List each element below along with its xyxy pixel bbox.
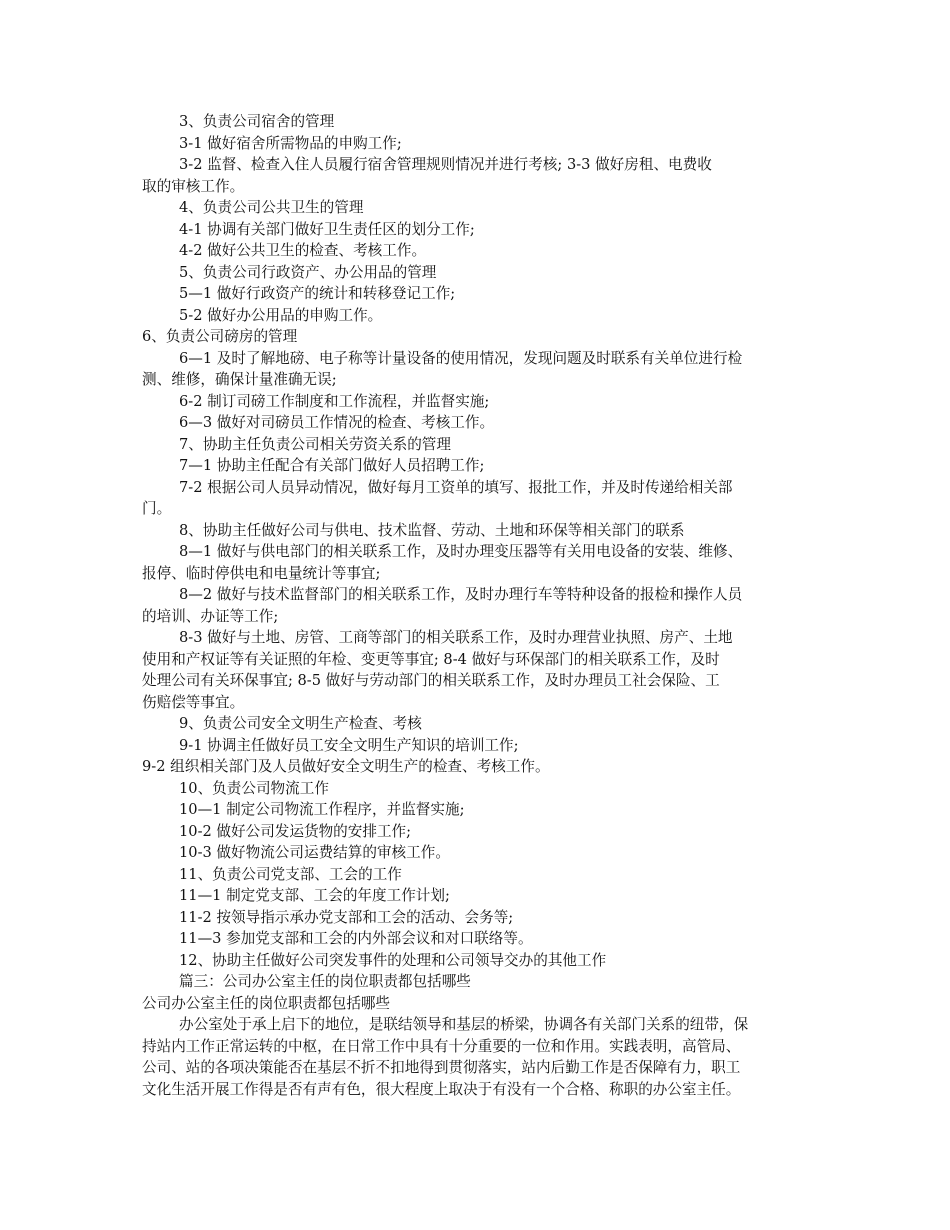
- text-line: 7-2 根据公司人员异动情况，做好每月工资单的填写、报批工作，并及时传递给相关部: [179, 478, 733, 496]
- text-line: 办公室处于承上启下的地位，是联结领导和基层的桥梁，协调各有关部门关系的纽带，保: [179, 1016, 749, 1033]
- text-line: 6-2 制订司磅工作制度和工作流程，并监督实施;: [179, 392, 490, 410]
- text-line: 公司办公室主任的岗位职责都包括哪些: [142, 994, 391, 1012]
- text-line: 4-1 协调有关部门做好卫生责任区的划分工作;: [179, 220, 475, 238]
- text-line: 6、负责公司磅房的管理: [142, 328, 298, 345]
- text-line: 伤赔偿等事宜。: [142, 693, 245, 711]
- text-line: 9-2 组织相关部门及人员做好安全文明生产的检查、考核工作。: [142, 758, 550, 775]
- text-line: 9-1 协调主任做好员工安全文明生产知识的培训工作;: [179, 736, 519, 754]
- text-line: 10-3 做好物流公司运费结算的审核工作。: [179, 844, 450, 861]
- text-line: 4-2 做好公共卫生的检查、考核工作。: [179, 242, 427, 259]
- text-line: 8、协助主任做好公司与供电、技术监督、劳动、土地和环保等相关部门的联系: [179, 521, 685, 539]
- text-line: 7—1 协助主任配合有关部门做好人员招聘工作;: [179, 457, 485, 474]
- text-line: 报停、临时停供电和电量统计等事宜;: [142, 564, 381, 582]
- text-line: 篇三：公司办公室主任的岗位职责都包括哪些: [179, 973, 471, 990]
- text-line: 门。: [142, 500, 172, 517]
- text-line: 10—1 制定公司物流工作程序，并监督实施;: [179, 801, 465, 818]
- text-line: 公司、站的各项决策能否在基层不折不扣地得到贯彻落实，站内后勤工作是否保障有力，职工: [142, 1059, 741, 1076]
- text-line: 11、负责公司党支部、工会的工作: [179, 865, 402, 883]
- document-page: [142, 111, 808, 1100]
- text-line: 6—3 做好对司磅员工作情况的检查、考核工作。: [179, 414, 495, 431]
- text-line: 处理公司有关环保事宜; 8-5 做好与劳动部门的相关联系工作，及时办理员工社会保险、工: [142, 672, 720, 689]
- text-line: 取的审核工作。: [142, 177, 245, 195]
- text-line: 的培训、办证等工作;: [142, 607, 279, 625]
- text-line: 使用和产权证等有关证照的年检、变更等事宜; 8-4 做好与环保部门的相关联系工作，及时: [142, 650, 720, 668]
- text-line: 8-3 做好与土地、房管、工商等部门的相关联系工作，及时办理营业执照、房产、土地: [179, 629, 733, 646]
- text-line: 文化生活开展工作得是否有声有色，很大程度上取决于有没有一个合格、称职的办公室主任。: [142, 1080, 741, 1098]
- text-line: 10、负责公司物流工作: [179, 779, 329, 797]
- text-line: 4、负责公司公共卫生的管理: [179, 199, 364, 216]
- text-line: 11—1 制定党支部、工会的年度工作计划;: [179, 887, 450, 904]
- text-line: 5、负责公司行政资产、办公用品的管理: [179, 263, 437, 281]
- text-line: 3-2 监督、检查入住人员履行宿舍管理规则情况并进行考核; 3-3 做好房租、电费收: [179, 156, 712, 173]
- text-line: 6—1 及时了解地磅、电子称等计量设备的使用情况，发现问题及时联系有关单位进行检: [179, 349, 743, 367]
- text-line: 3-1 做好宿舍所需物品的申购工作;: [179, 134, 402, 152]
- text-line: 12、协助主任做好公司突发事件的处理和公司领导交办的其他工作: [179, 951, 607, 969]
- text-line: 3、负责公司宿舍的管理: [179, 113, 335, 130]
- text-line: 测、维修，确保计量准确无误;: [142, 371, 337, 388]
- text-line: 11-2 按领导指示承办党支部和工会的活动、会务等;: [179, 908, 514, 926]
- text-line: 5-2 做好办公用品的申购工作。: [179, 306, 383, 324]
- text-line: 8—2 做好与技术监督部门的相关联系工作，及时办理行车等特种设备的报检和操作人员: [179, 586, 743, 603]
- text-line: 8—1 做好与供电部门的相关联系工作，及时办理变压器等有关用电设备的安装、维修、: [179, 543, 743, 560]
- text-line: 持站内工作正常运转的中枢，在日常工作中具有十分重要的一位和作用。实践表明，高管局、: [142, 1037, 741, 1055]
- text-line: 9、负责公司安全文明生产检查、考核: [179, 715, 422, 732]
- text-line: 11—3 参加党支部和工会的内外部会议和对口联络等。: [179, 930, 533, 947]
- text-line: 7、协助主任负责公司相关劳资关系的管理: [179, 435, 451, 453]
- text-line: 5—1 做好行政资产的统计和转移登记工作;: [179, 285, 456, 302]
- text-line: 10-2 做好公司发运货物的安排工作;: [179, 822, 412, 840]
